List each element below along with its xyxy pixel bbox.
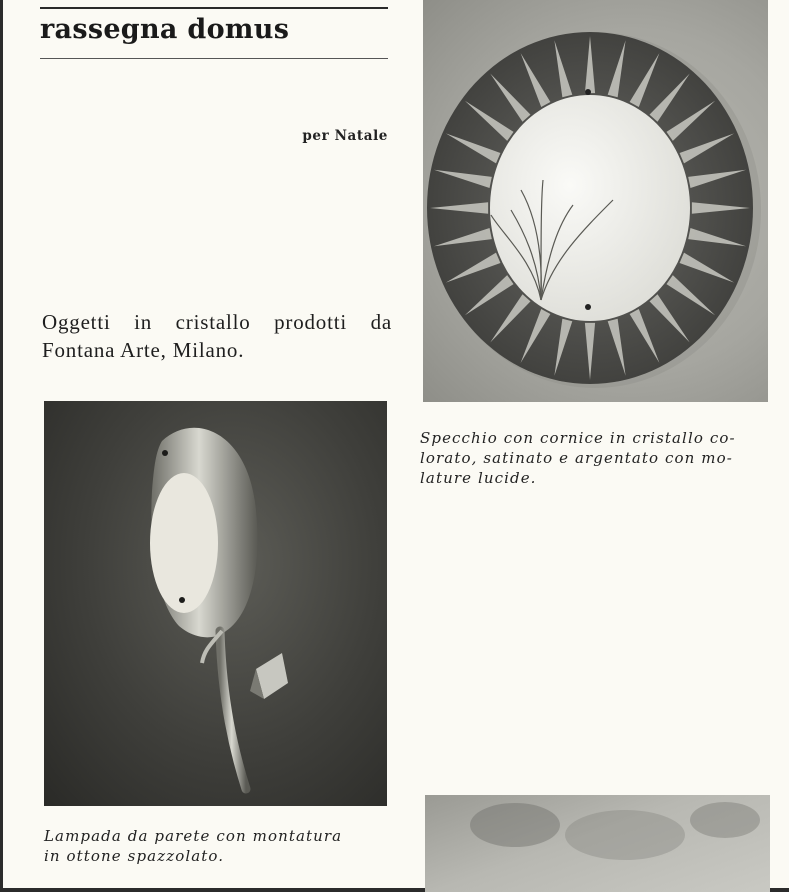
lamp-caption	[44, 826, 389, 866]
mirror-caption-line-3: lature lucide.	[420, 469, 537, 487]
page-border-left	[0, 0, 3, 892]
intro-line-2: Fontana Arte, Milano.	[42, 338, 245, 362]
lamp-illustration	[44, 401, 387, 806]
mirror-illustration	[423, 0, 768, 402]
mirror-caption-line-2: lorato, satinato e argentato con mo-	[420, 449, 733, 467]
mirror-caption-line-1: Specchio con cornice in cristallo co-	[420, 429, 736, 447]
lamp-caption-line-1: Lampada da parete con montatura	[44, 827, 343, 845]
lamp-photo	[44, 401, 387, 806]
masthead-top-rule	[40, 7, 388, 9]
bottom-photo	[425, 795, 770, 892]
bottom-photo-illustration	[425, 795, 770, 892]
masthead-bottom-rule	[40, 58, 388, 59]
masthead-title: rassegna domus	[40, 14, 290, 45]
mirror-photo	[423, 0, 768, 402]
mirror-caption	[420, 428, 765, 488]
intro-line-1: Oggetti in cristallo prodotti da	[42, 310, 392, 334]
lamp-caption-line-2: in ottone spazzolato.	[44, 847, 225, 865]
section-tag: per Natale	[302, 128, 388, 144]
intro-paragraph	[42, 308, 392, 364]
